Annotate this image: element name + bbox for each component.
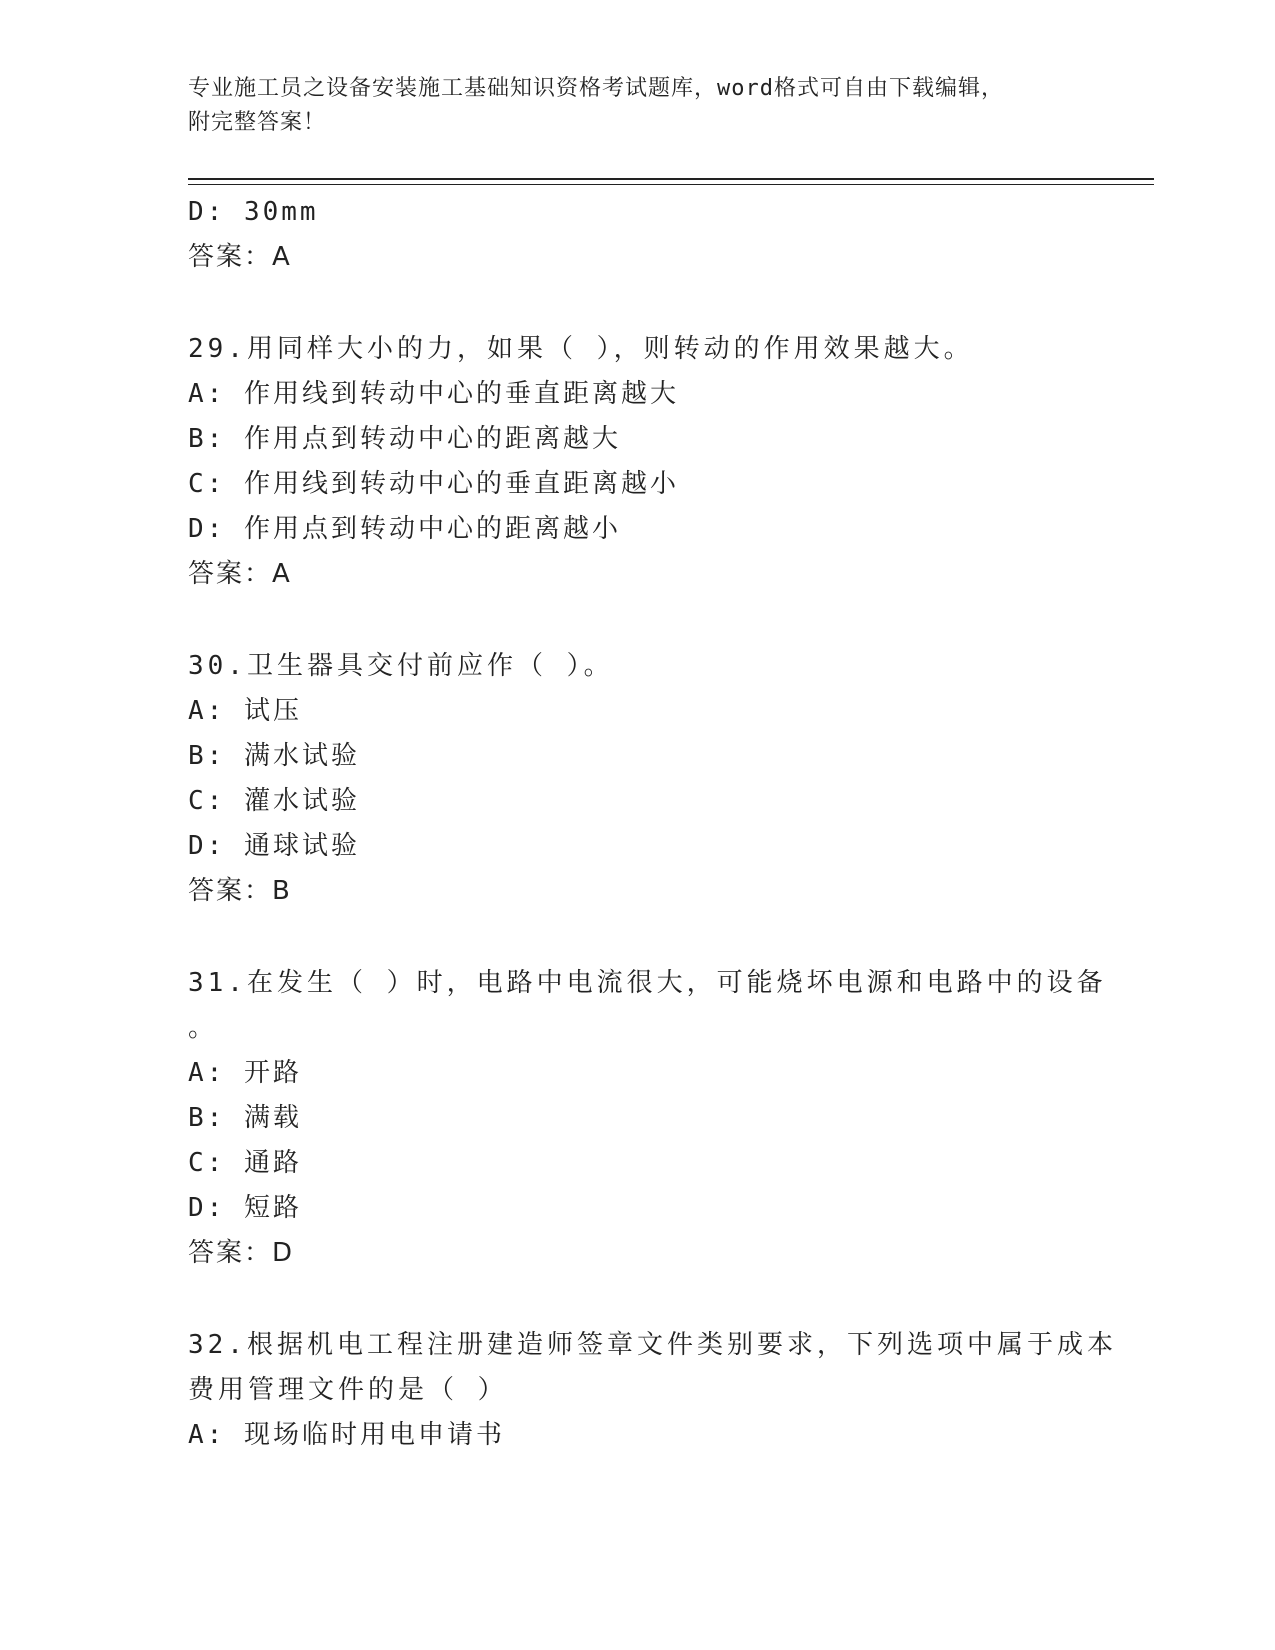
option-d: D: 30mm xyxy=(188,197,319,227)
option-b: B: 作用点到转动中心的距离越大 xyxy=(188,424,621,454)
header-divider-thin xyxy=(188,184,1154,185)
question-title-continued: 。 xyxy=(188,1013,218,1043)
question-list xyxy=(188,190,1117,1458)
option-d: D: 作用点到转动中心的距离越小 xyxy=(188,514,621,544)
question-title-continued: 费用管理文件的是（ ） xyxy=(188,1375,508,1405)
answer-label: 答案：B xyxy=(188,876,292,906)
question-title: 29.用同样大小的力，如果（ ），则转动的作用效果越大。 xyxy=(188,334,974,364)
option-a: A: 作用线到转动中心的垂直距离越大 xyxy=(188,379,679,409)
question-block xyxy=(188,327,1088,597)
option-c: C: 通路 xyxy=(188,1148,302,1178)
option-b: B: 满水试验 xyxy=(188,741,360,771)
document-header xyxy=(188,72,1088,140)
answer-label: 答案：D xyxy=(188,1238,295,1268)
option-c: C: 灌水试验 xyxy=(188,786,360,816)
option-a: A: 现场临时用电申请书 xyxy=(188,1420,505,1450)
option-b: B: 满载 xyxy=(188,1103,302,1133)
question-title: 30.卫生器具交付前应作（ ）。 xyxy=(188,651,614,681)
header-line-1: 专业施工员之设备安装施工基础知识资格考试题库，word格式可自由下载编辑， xyxy=(188,76,1004,101)
option-d: D: 通球试验 xyxy=(188,831,360,861)
question-title: 32.根据机电工程注册建造师签章文件类别要求，下列选项中属于成本 xyxy=(188,1330,1117,1360)
answer-label: 答案：A xyxy=(188,242,292,272)
header-line-2: 附完整答案！ xyxy=(188,110,327,135)
answer-label: 答案：A xyxy=(188,559,292,589)
question-block xyxy=(188,1323,1117,1458)
question-title: 31.在发生（ ）时，电路中电流很大，可能烧坏电源和电路中的设备 xyxy=(188,968,1107,998)
option-a: A: 试压 xyxy=(188,696,302,726)
question-block xyxy=(188,961,1107,1276)
option-a: A: 开路 xyxy=(188,1058,302,1088)
header-divider-thick xyxy=(188,178,1154,180)
question-block xyxy=(188,644,1088,914)
option-c: C: 作用线到转动中心的垂直距离越小 xyxy=(188,469,679,499)
option-d: D: 短路 xyxy=(188,1193,302,1223)
